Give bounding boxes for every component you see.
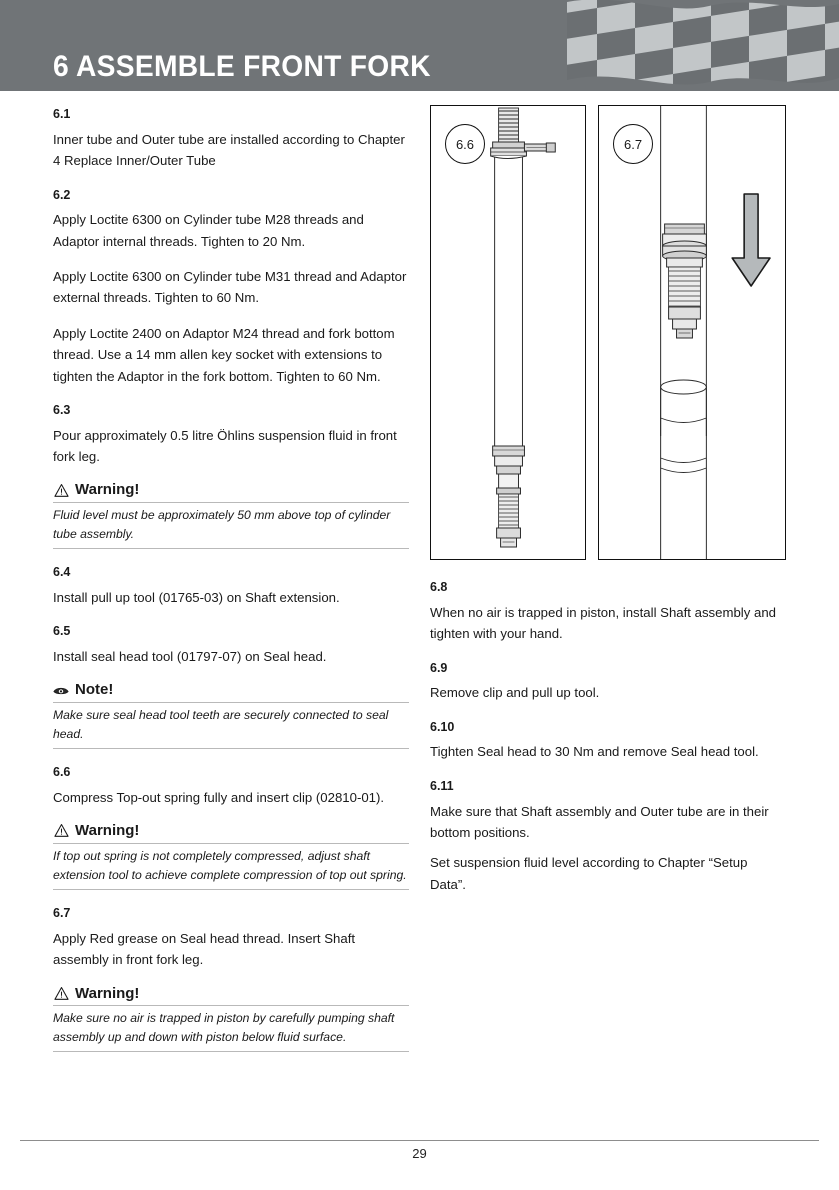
warning-header	[53, 481, 409, 502]
step-number: 6.1	[53, 107, 71, 121]
step-text: Apply Loctite 6300 on Cylinder tube M31 thread and Adaptor external threads. Tighten to 60 Nm.	[53, 269, 407, 306]
down-arrow-icon	[732, 194, 770, 286]
warning-block	[53, 822, 409, 890]
step-text: Apply Loctite 2400 on Adaptor M24 thread and fork bottom thread. Use a 14 mm allen key socket with extensions to tighten the Adaptor in the fork bottom. Tighten to 60 Nm.	[53, 325, 395, 384]
warning-title: Warning!	[75, 822, 140, 840]
step-6-4	[53, 563, 409, 608]
step-text: Make sure that Shaft assembly and Outer tube are in their bottom positions.	[430, 803, 769, 840]
step-number: 6.8	[430, 580, 448, 594]
step-text: Pour approximately 0.5 litre Öhlins suspension fluid in front fork leg.	[53, 427, 397, 464]
warning-triangle-icon	[53, 985, 69, 1001]
warning-triangle-icon	[53, 482, 69, 498]
step-number: 6.7	[53, 906, 71, 921]
step-text: When no air is trapped in piston, install Shaft assembly and tighten with your hand.	[430, 604, 776, 642]
step-text: Tighten Seal head to 30 Nm and remove Seal head tool.	[430, 744, 759, 760]
step-number: 6.5	[53, 624, 71, 639]
step-6-2	[53, 186, 409, 387]
step-6-8	[430, 578, 786, 645]
figure-panel-6-6	[430, 105, 586, 560]
step-6-3	[53, 401, 409, 468]
left-column	[53, 105, 409, 1066]
note-title: Note!	[75, 681, 114, 699]
right-column	[430, 105, 786, 909]
fork-assembly-drawing	[431, 106, 585, 559]
note-header	[53, 681, 409, 702]
step-6-11	[430, 777, 786, 895]
step-number: 6.9	[430, 660, 448, 675]
warning-block	[53, 481, 409, 549]
warning-header	[53, 822, 409, 843]
step-text: Apply Red grease on Seal head thread. Insert Shaft assembly in front fork leg.	[53, 930, 356, 968]
page-body	[0, 91, 839, 1190]
page-number: 29	[412, 1146, 427, 1161]
footer-divider	[20, 1140, 819, 1141]
step-6-1	[53, 105, 409, 172]
warning-text: Make sure no air is trapped in piston by carefully pumping shaft assembly up and down with piston below fluid surface.	[53, 1006, 409, 1053]
eye-icon	[53, 682, 69, 698]
step-text: Inner tube and Outer tube are installed according to Chapter 4 Replace Inner/Outer Tube	[53, 131, 405, 169]
figure-group	[430, 105, 786, 560]
warning-text: Fluid level must be approximately 50 mm above top of cylinder tube assembly.	[53, 503, 409, 550]
warning-header	[53, 985, 409, 1006]
figure-label: 6.6	[445, 124, 485, 164]
step-text: Set suspension fluid level according to Chapter “Setup Data”.	[430, 855, 748, 892]
step-text: Remove clip and pull up tool.	[430, 685, 600, 701]
figure-panel-6-7	[598, 105, 786, 560]
step-6-5	[53, 622, 409, 667]
step-6-10	[430, 718, 786, 763]
step-6-6	[53, 763, 409, 808]
step-number: 6.3	[53, 402, 71, 417]
step-text: Install seal head tool (01797-07) on Seal head.	[53, 649, 327, 665]
step-number: 6.10	[430, 719, 455, 734]
step-number: 6.11	[430, 778, 454, 793]
shaft-insertion-drawing	[599, 106, 785, 559]
page-header	[0, 0, 839, 91]
step-6-7	[53, 904, 409, 971]
checkered-flag-graphic	[559, 0, 839, 91]
note-text: Make sure seal head tool teeth are securely connected to seal head.	[53, 703, 409, 750]
page-title: 6 ASSEMBLE FRONT FORK	[53, 50, 431, 83]
step-text: Apply Loctite 6300 on Cylinder tube M28 threads and Adaptor internal threads. Tighten to 20 Nm.	[53, 212, 364, 249]
step-text: Install pull up tool (01765-03) on Shaft extension.	[53, 589, 340, 605]
warning-title: Warning!	[75, 984, 140, 1002]
warning-title: Warning!	[75, 481, 140, 499]
step-number: 6.6	[53, 765, 71, 780]
warning-block	[53, 985, 409, 1053]
figure-label: 6.7	[613, 124, 653, 164]
step-number: 6.2	[53, 187, 71, 202]
step-6-9	[430, 659, 786, 704]
step-text: Compress Top-out spring fully and insert clip (02810-01).	[53, 789, 385, 805]
warning-text: If top out spring is not completely compressed, adjust shaft extension tool to achieve complete compression of top out spring.	[53, 844, 409, 891]
warning-triangle-icon	[53, 823, 69, 839]
step-number: 6.4	[53, 565, 71, 580]
note-block	[53, 681, 409, 749]
